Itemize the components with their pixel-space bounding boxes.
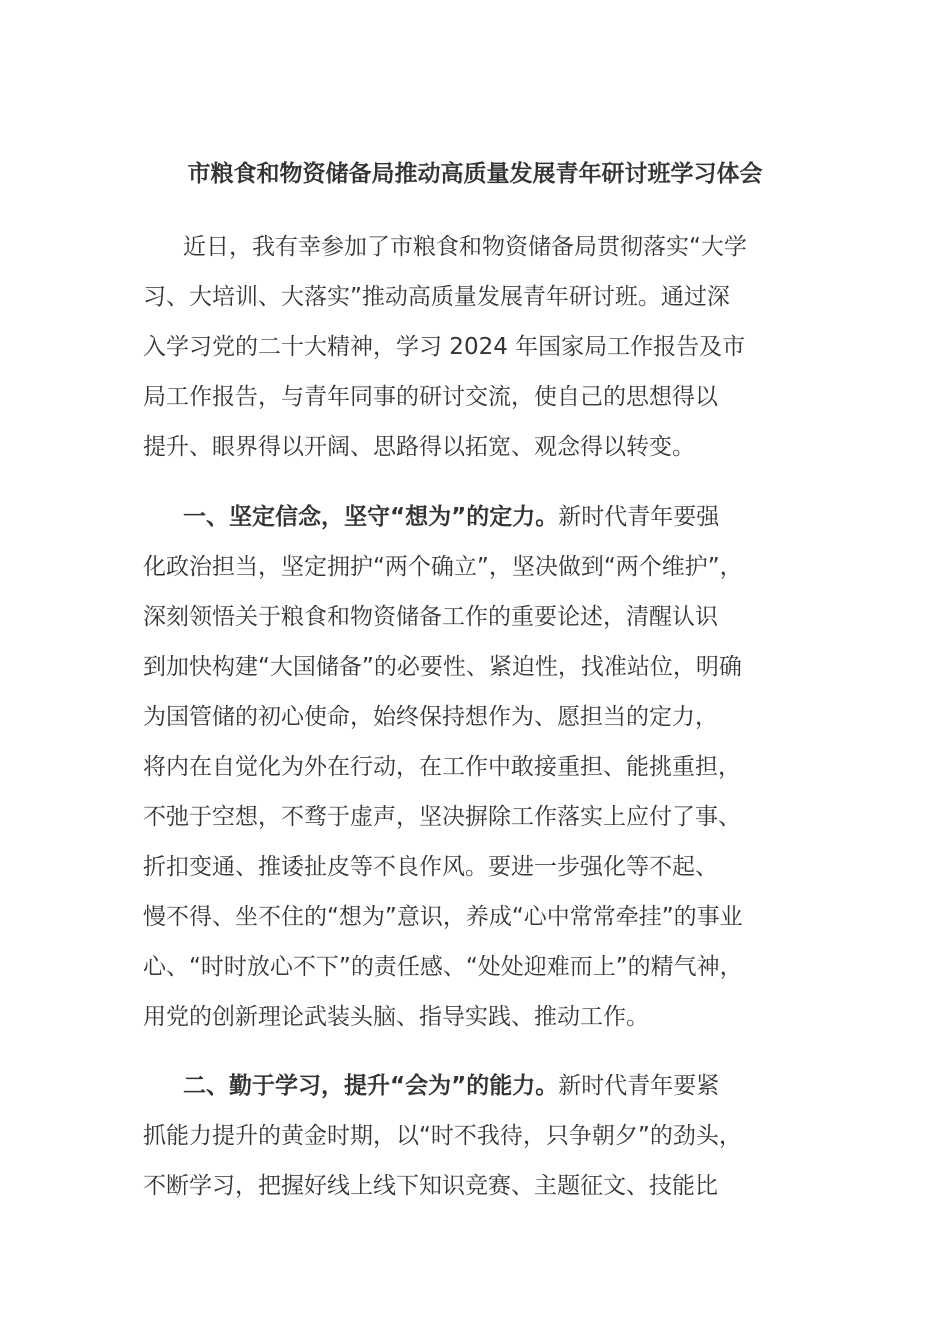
paragraph-line: 不断学习，把握好线上线下知识竞赛、主题征文、技能比 — [143, 1173, 718, 1199]
paragraph-line: 用党的创新理论武装头脑、指导实践、推动工作。 — [143, 1004, 649, 1030]
paragraph-line: 习、大培训、大落实”推动高质量发展青年研讨班。通过深 — [143, 284, 730, 310]
paragraph-line: 心、“时时放心不下”的责任感、“处处迎难而上”的精气神， — [143, 954, 743, 980]
section-2-paragraph — [143, 1061, 813, 1211]
paragraph-line — [143, 1061, 813, 1111]
paragraph-line: 深刻领悟关于粮食和物资储备工作的重要论述，清醒认识 — [143, 604, 718, 630]
paragraph-line: 将内在自觉化为外在行动，在工作中敢接重担、能挑重担， — [143, 754, 741, 780]
paragraph-line: 折扣变通、推诿扯皮等不良作风。要进一步强化等不起、 — [143, 854, 718, 880]
section-1-heading: 一、坚定信念，坚守“想为”的定力。 — [183, 504, 559, 530]
document-title: 市粮食和物资储备局推动高质量发展青年研讨班学习体会 — [187, 161, 763, 187]
paragraph-line: 近日，我有幸参加了市粮食和物资储备局贯彻落实“大学 — [183, 234, 747, 260]
paragraph-line: 化政治担当，坚定拥护“两个确立”，坚决做到“两个维护”， — [143, 554, 743, 580]
paragraph-line: 为国管储的初心使命，始终保持想作为、愿担当的定力， — [143, 704, 718, 730]
section-1-paragraph — [143, 492, 813, 1042]
section-2-lead-text: 新时代青年要紧 — [558, 1073, 720, 1099]
paragraph-line: 不弛于空想，不骛于虚声，坚决摒除工作落实上应付了事、 — [143, 804, 741, 830]
intro-paragraph — [143, 222, 813, 472]
section-1-lead-text: 新时代青年要强 — [558, 504, 720, 530]
section-2-heading: 二、勤于学习，提升“会为”的能力。 — [183, 1073, 559, 1099]
paragraph-line: 抓能力提升的黄金时期，以“时不我待，只争朝夕”的劲头， — [143, 1123, 742, 1149]
paragraph-line: 慢不得、坐不住的“想为”意识，养成“心中常常牵挂”的事业 — [143, 904, 743, 930]
paragraph-line: 入学习党的二十大精神，学习 2024 年国家局工作报告及市 — [143, 334, 746, 360]
paragraph-line: 局工作报告，与青年同事的研讨交流，使自己的思想得以 — [143, 384, 718, 410]
paragraph-line: 到加快构建“大国储备”的必要性、紧迫性，找准站位，明确 — [143, 654, 742, 680]
paragraph-line: 提升、眼界得以开阔、思路得以拓宽、观念得以转变。 — [143, 434, 695, 460]
paragraph-line — [143, 492, 813, 542]
